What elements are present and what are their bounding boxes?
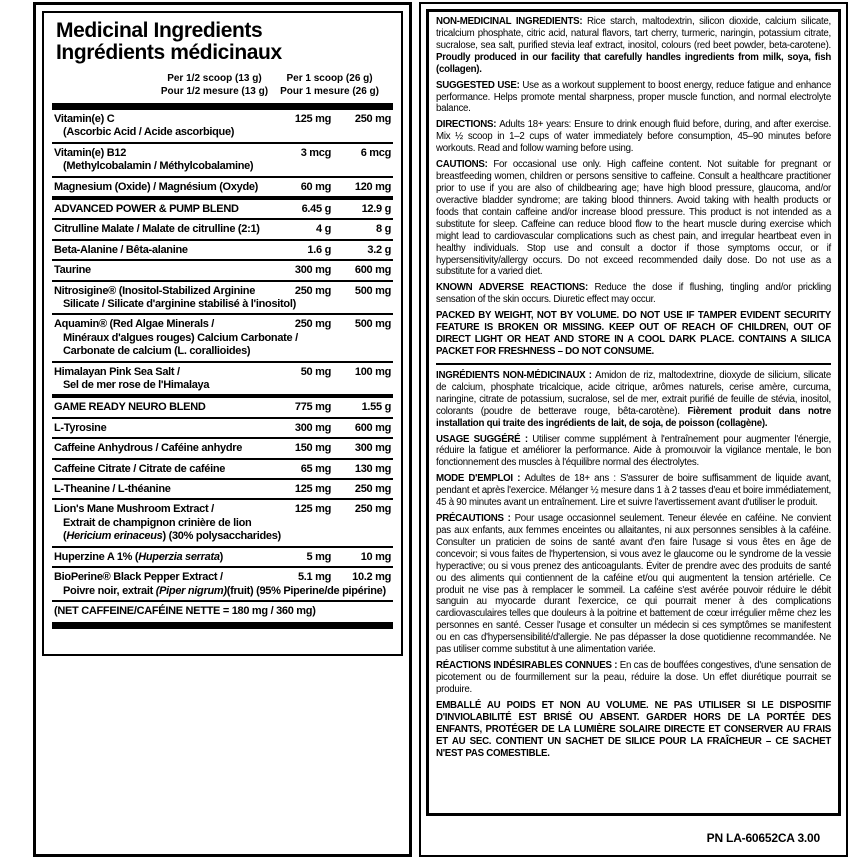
column-half-scoop: Per 1/2 scoop (13 g) Pour 1/2 mesure (13 g) — [160, 72, 269, 97]
info-paragraph: PRÉCAUTIONS : Pour usage occasionnel seulement. Teneur élevée en caféine. Ne convient pas aux enfants, aux femmes enceintes ou allaitantes, ni aux personnes sensibles à la caféine. Consulter un praticien de soins de santé avant d'en faire l'usage si vous êtes en âge de concevoir; si vous faites de l'hypertension, si vous avez le glaucome ou le syndrome de la vessie hyperactive; ou si vous prenez des anticoagulants. Éviter de prendre avec des produits de santé ou des aliments qui contiennent de la caféine et/ou qui augmentent la tension artérielle. Ce produit ne vise pas à remplacer le sommeil. La caféine s'est avérée pouvoir réduire le débit sanguin au myocarde durant l'exercice, ce qui pourrait mener à des complications cardiovasculaires telles que douleurs à la poitrine et battement de cœur irrégulier même chez les personnes en santé. Cesser l'usage et consulter un médecin si ces symptômes se manifestent ou en cas d'hypersensibilité/d'allergie. Ne pas dépasser la dose quotidienne recommandée. Ne pas utiliser comme substitut à une alimentation variée. — [436, 513, 831, 656]
amount-half-scoop: 5.1 mg — [297, 571, 331, 584]
ingredient-row: L-Theanine / L-théanine 125 mg 250 mg — [52, 478, 393, 498]
amount-full-scoop: 10 mg — [360, 550, 391, 563]
amount-full-scoop: 8 g — [376, 223, 391, 236]
ingredient-row: Vitamin(e) B12 3 mcg 6 mcg (Methylcobalamin / Méthylcobalamine) — [52, 142, 393, 176]
ingredient-row: L-Tyrosine 300 mg 600 mg — [52, 417, 393, 437]
amount-half-scoop: 4 g — [316, 223, 331, 236]
info-paragraph: PACKED BY WEIGHT, NOT BY VOLUME. DO NOT USE IF TAMPER EVIDENT SECURITY FEATURE IS BROKEN OR MISSING. KEEP OUT OF REACH OF CHILDREN, OUT OF DIRECT LIGHT OR HEAT AND STORE IN A COOL DARK PLACE. CONTAINS A SILICA PACKET FOR FRESHNESS – DO NOT CONSUME. — [436, 310, 831, 357]
info-paragraph: CAUTIONS: For occasional use only. High caffeine content. Not suitable for pregnant or breastfeeding women, children or persons sensitive to caffeine. Consult a healthcare practitioner prior to use if you are also of childbearing age; have high blood pressure, glaucoma, and/or overactive bladder syndrome; are taking blood thinners. Avoid taking with health products or foods that contain caffeine and/or increase blood pressure. This product is not intended as a substitute for sleep. Caffeine can reduce blood flow to the heart muscle during exercise which might lead to cardiovascular complications such as chest pain, and irregular heartbeat even in healthy individuals. Stop use and consult a doctor if those symptoms occur, or if hypersensitivity/allergy occurs. Do not exceed recommended daily dose. Do not use as a substitute for a varied diet. — [436, 159, 831, 278]
amount-half-scoop: 3 mcg — [300, 146, 331, 159]
ingredient-row: Caffeine Citrate / Citrate de caféine 65 mg 130 mg — [52, 458, 393, 478]
info-paragraph: SUGGESTED USE: Use as a workout supplement to boost energy, reduce fatigue and enhance performance. Helps promote mental sharpness, proper muscle function, and normal electrolyte balance. — [436, 79, 831, 115]
amount-full-scoop: 250 mg — [354, 483, 391, 496]
amount-half-scoop: 300 mg — [294, 264, 331, 277]
amount-half-scoop: 65 mg — [300, 462, 331, 475]
info-paragraph: RÉACTIONS INDÉSIRABLES CONNUES : En cas de bouffées congestives, d'une sensation de picotement ou de fourmillement sur la peau, réduire la dose. Un effet diurétique pourrait se produire. — [436, 660, 831, 695]
ingredient-row: Aquamin® (Red Algae Minerals / 250 mg 500 mg Minéraux d'algues rouges) Calcium Carbonate / Carbonate de calcium (L. corallioides) — [52, 313, 393, 360]
ingredient-row: Caffeine Anhydrous / Caféine anhydre 150 mg 300 mg — [52, 437, 393, 457]
info-paragraph: EMBALLÉ AU POIDS ET NON AU VOLUME. NE PAS UTILISER SI LE DISPOSITIF D'INVIOLABILITÉ EST BRISÉ OU ABSENT. GARDER HORS DE LA PORTÉE DES ENFANTS, PROTÉGER DE LA LUMIÈRE SOLAIRE DIRECTE ET CONSERVER AU FRAIS ET AU SEC. CONTIENT UN SACHET DE SILICE POUR LA FRAÎCHEUR – CE SACHET N'EST PAS COMESTIBLE. — [436, 699, 831, 759]
amount-full-scoop: 12.9 g — [361, 202, 391, 215]
header-rule — [52, 103, 393, 110]
info-paragraph: NON-MEDICINAL INGREDIENTS: Rice starch, maltodextrin, silicon dioxide, calcium silicate, tricalcium phosphate, citric acid, natural flavors, tart cherry, turmeric, naringin, potassium citrate, sucralose, sea salt, purified stevia leaf extract, inositol, colours (red beet powder, beta-carotene). Proudly produced in our facility that carefully handles ingredients from milk, soya, fish (collagen). — [436, 16, 831, 75]
info-paragraph: INGRÉDIENTS NON-MÉDICINAUX : Amidon de riz, maltodextrine, dioxyde de silicium, silicate de calcium, phosphate tricalcique, acide citrique, arômes naturels, cerise amère, curcuma, naringine, citrate de potassium, sucralose, sel de mer, extrait purifié de feuille de stévia, inositol, colorants (poudre de betterave rouge, bêta-carotène). Fièrement produit dans notre installation qui traite des ingrédients de lait, de soja, de poisson (collagène). — [436, 369, 831, 429]
part-number: PN LA-60652CA 3.00 — [706, 831, 820, 845]
ingredient-row: Vitamin(e) C 125 mg 250 mg (Ascorbic Acid / Acide ascorbique) — [54, 112, 391, 139]
amount-half-scoop: 125 mg — [294, 112, 331, 125]
amount-half-scoop: 300 mg — [294, 421, 331, 434]
table-bottom-rule — [52, 622, 393, 629]
panel-title-en: Medicinal Ingredients — [56, 19, 263, 42]
ingredient-row: Taurine 300 mg 600 mg — [52, 259, 393, 279]
ingredient-row: Magnesium (Oxide) / Magnésium (Oxyde) 60 mg 120 mg — [52, 176, 393, 196]
medicinal-panel — [33, 2, 412, 857]
amount-full-scoop: 500 mg — [354, 284, 391, 297]
amount-full-scoop: 120 mg — [354, 180, 391, 193]
amount-half-scoop: 1.6 g — [307, 243, 331, 256]
amount-full-scoop: 6 mcg — [360, 146, 391, 159]
ingredient-row: Beta-Alanine / Bêta-alanine 1.6 g 3.2 g — [52, 239, 393, 259]
amount-half-scoop: 775 mg — [294, 401, 331, 414]
amount-full-scoop: 500 mg — [354, 318, 391, 331]
net-caffeine-row: (NET CAFFEINE/CAFÉINE NETTE = 180 mg / 360 mg) — [52, 600, 393, 620]
amount-half-scoop: 250 mg — [294, 318, 331, 331]
panel-title — [56, 20, 393, 65]
amount-half-scoop: 150 mg — [294, 442, 331, 455]
amount-full-scoop: 3.2 g — [367, 243, 391, 256]
amount-full-scoop: 250 mg — [354, 503, 391, 516]
amount-full-scoop: 1.55 g — [361, 401, 391, 414]
amount-half-scoop: 250 mg — [294, 284, 331, 297]
ingredient-row: BioPerine® Black Pepper Extract / 5.1 mg 10.2 mg Poivre noir, extrait (Piper nigrum)(fruit) (95% Piperine/de pipérine) — [52, 566, 393, 600]
info-paragraphs — [426, 9, 841, 816]
ingredient-rows — [52, 110, 393, 620]
amount-full-scoop: 250 mg — [354, 112, 391, 125]
medicinal-table — [42, 11, 403, 656]
amount-full-scoop: 600 mg — [354, 264, 391, 277]
serving-columns-header — [52, 72, 379, 98]
amount-full-scoop: 130 mg — [354, 462, 391, 475]
section-divider — [436, 363, 831, 365]
amount-full-scoop: 10.2 mg — [352, 571, 391, 584]
ingredient-row: Huperzine A 1% (Huperzia serrata) 5 mg 10 mg — [52, 546, 393, 566]
amount-half-scoop: 125 mg — [294, 503, 331, 516]
amount-half-scoop: 50 mg — [300, 365, 331, 378]
ingredient-row: Citrulline Malate / Malate de citrulline (2:1) 4 g 8 g — [52, 218, 393, 238]
amount-half-scoop: 6.45 g — [301, 202, 331, 215]
ingredient-row: Himalayan Pink Sea Salt / 50 mg 100 mg Sel de mer rose de l'Himalaya — [52, 361, 393, 395]
info-paragraph: DIRECTIONS: Adults 18+ years: Ensure to drink enough fluid before, during, and after exercise. Mix ½ scoop in 1–2 cups of water immediately before consumption, 45–90 minutes before workouts. Read and follow warning before using. — [436, 119, 831, 155]
information-panel — [419, 2, 848, 857]
info-paragraph: MODE D'EMPLOI : Adultes de 18+ ans : S'assurer de boire suffisamment de liquide avant, pendant et après l'exercice. Mélanger ½ mesure dans 1 à 2 tasses d'eau et boire immédiatement, 45 à 90 minutes avant un entraînement. Lire et suivre l'avertissement avant d'utiliser le produit. — [436, 473, 831, 509]
ingredient-row: Lion's Mane Mushroom Extract / 125 mg 250 mg Extrait de champignon crinière de lion (Hericium erinaceus) (30% polysaccharides) — [52, 498, 393, 545]
amount-half-scoop: 60 mg — [300, 180, 331, 193]
info-paragraph: KNOWN ADVERSE REACTIONS: Reduce the dose if flushing, tingling and/or prickling sensation of the skin occurs. Diuretic effect may occur. — [436, 282, 831, 306]
column-full-scoop: Per 1 scoop (26 g) Pour 1 mesure (26 g) — [280, 72, 379, 97]
amount-full-scoop: 600 mg — [354, 421, 391, 434]
ingredient-row: ADVANCED POWER & PUMP BLEND 6.45 g 12.9 g — [52, 196, 393, 218]
amount-full-scoop: 300 mg — [354, 442, 391, 455]
info-paragraph: USAGE SUGGÉRÉ : Utiliser comme supplément à l'entraînement pour augmenter l'énergie, réduire la fatigue et améliorer la performance. Aide à promouvoir la vigilance mentale, le bon fonctionnement des muscles à l'équilibre normal des électrolytes. — [436, 433, 831, 469]
amount-half-scoop: 5 mg — [306, 550, 331, 563]
ingredient-row: GAME READY NEURO BLEND 775 mg 1.55 g — [52, 394, 393, 416]
ingredient-row: Nitrosigine® (Inositol-Stabilized Arginine 250 mg 500 mg Silicate / Silicate d'arginine stabilisé à l'inositol) — [52, 280, 393, 314]
amount-full-scoop: 100 mg — [354, 365, 391, 378]
panel-title-fr: Ingrédients médicinaux — [56, 41, 282, 65]
amount-half-scoop: 125 mg — [294, 483, 331, 496]
